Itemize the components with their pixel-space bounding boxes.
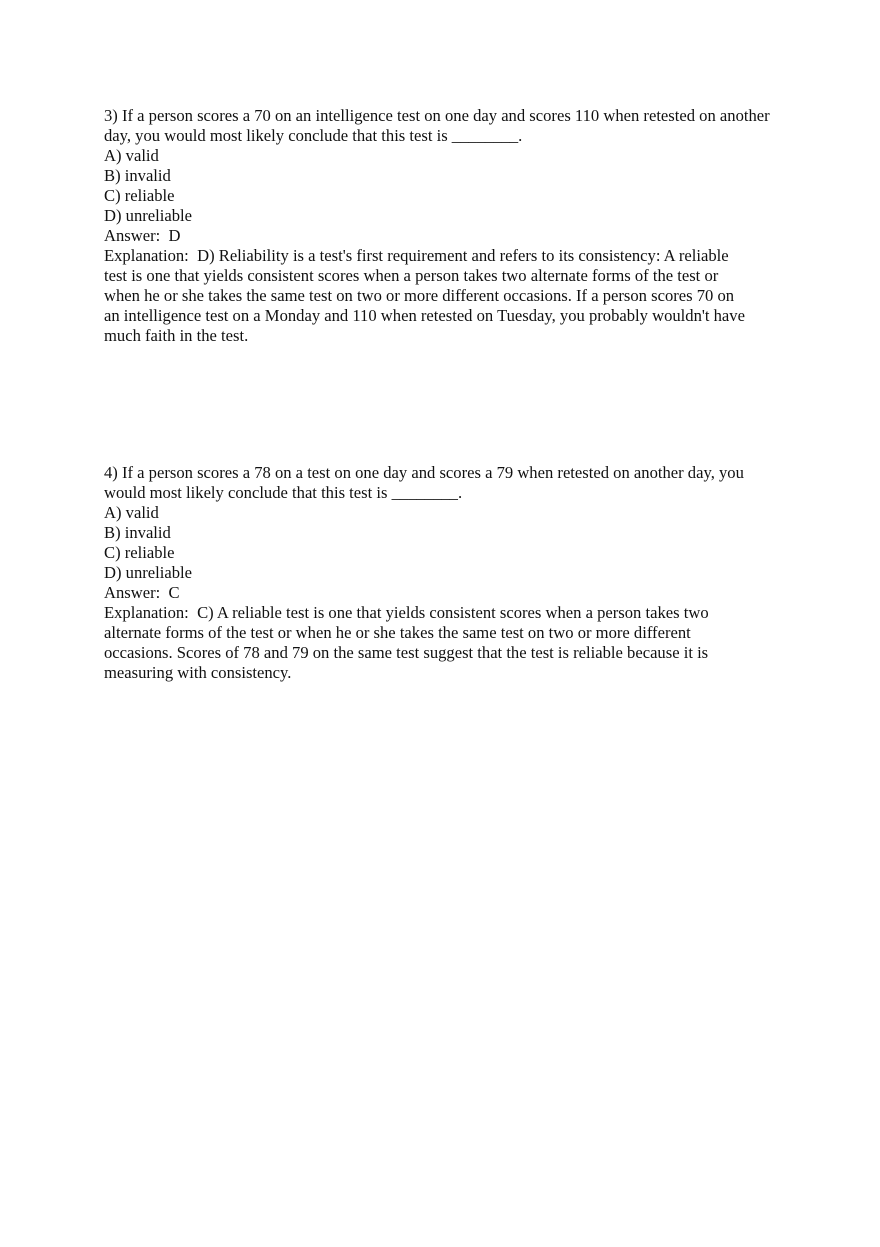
option-d: D) unreliable bbox=[104, 563, 193, 582]
answer: Answer: D bbox=[104, 226, 181, 245]
explanation-line: measuring with consistency. bbox=[104, 663, 292, 682]
question-4 bbox=[104, 463, 784, 683]
question-3 bbox=[104, 106, 784, 346]
option-a: A) valid bbox=[104, 146, 159, 165]
explanation-line: an intelligence test on a Monday and 110 when retested on Tuesday, you probably wouldn't have bbox=[104, 306, 745, 325]
option-c: C) reliable bbox=[104, 186, 175, 205]
answer: Answer: C bbox=[104, 583, 180, 602]
explanation-line: Explanation: C) A reliable test is one that yields consistent scores when a person takes two bbox=[104, 603, 709, 622]
option-a: A) valid bbox=[104, 503, 159, 522]
explanation-line: occasions. Scores of 78 and 79 on the same test suggest that the test is reliable because it is bbox=[104, 643, 709, 662]
question-stem: 3) If a person scores a 70 on an intelligence test on one day and scores 110 when retested on another day, you would most likely conclude that this test is ________. bbox=[104, 106, 770, 145]
explanation-line: alternate forms of the test or when he or she takes the same test on two or more different bbox=[104, 623, 691, 642]
explanation-line: Explanation: D) Reliability is a test's first requirement and refers to its consistency: A reliable bbox=[104, 246, 729, 265]
explanation-line: test is one that yields consistent scores when a person takes two alternate forms of the test or bbox=[104, 266, 719, 285]
explanation-line: much faith in the test. bbox=[104, 326, 249, 345]
option-d: D) unreliable bbox=[104, 206, 193, 225]
option-c: C) reliable bbox=[104, 543, 175, 562]
question-stem: 4) If a person scores a 78 on a test on one day and scores a 79 when retested on another day, you would most likely conclude that this test is ________. bbox=[104, 463, 744, 502]
explanation-line: when he or she takes the same test on two or more different occasions. If a person scores 70 on bbox=[104, 286, 735, 305]
option-b: B) invalid bbox=[104, 523, 171, 542]
option-b: B) invalid bbox=[104, 166, 171, 185]
